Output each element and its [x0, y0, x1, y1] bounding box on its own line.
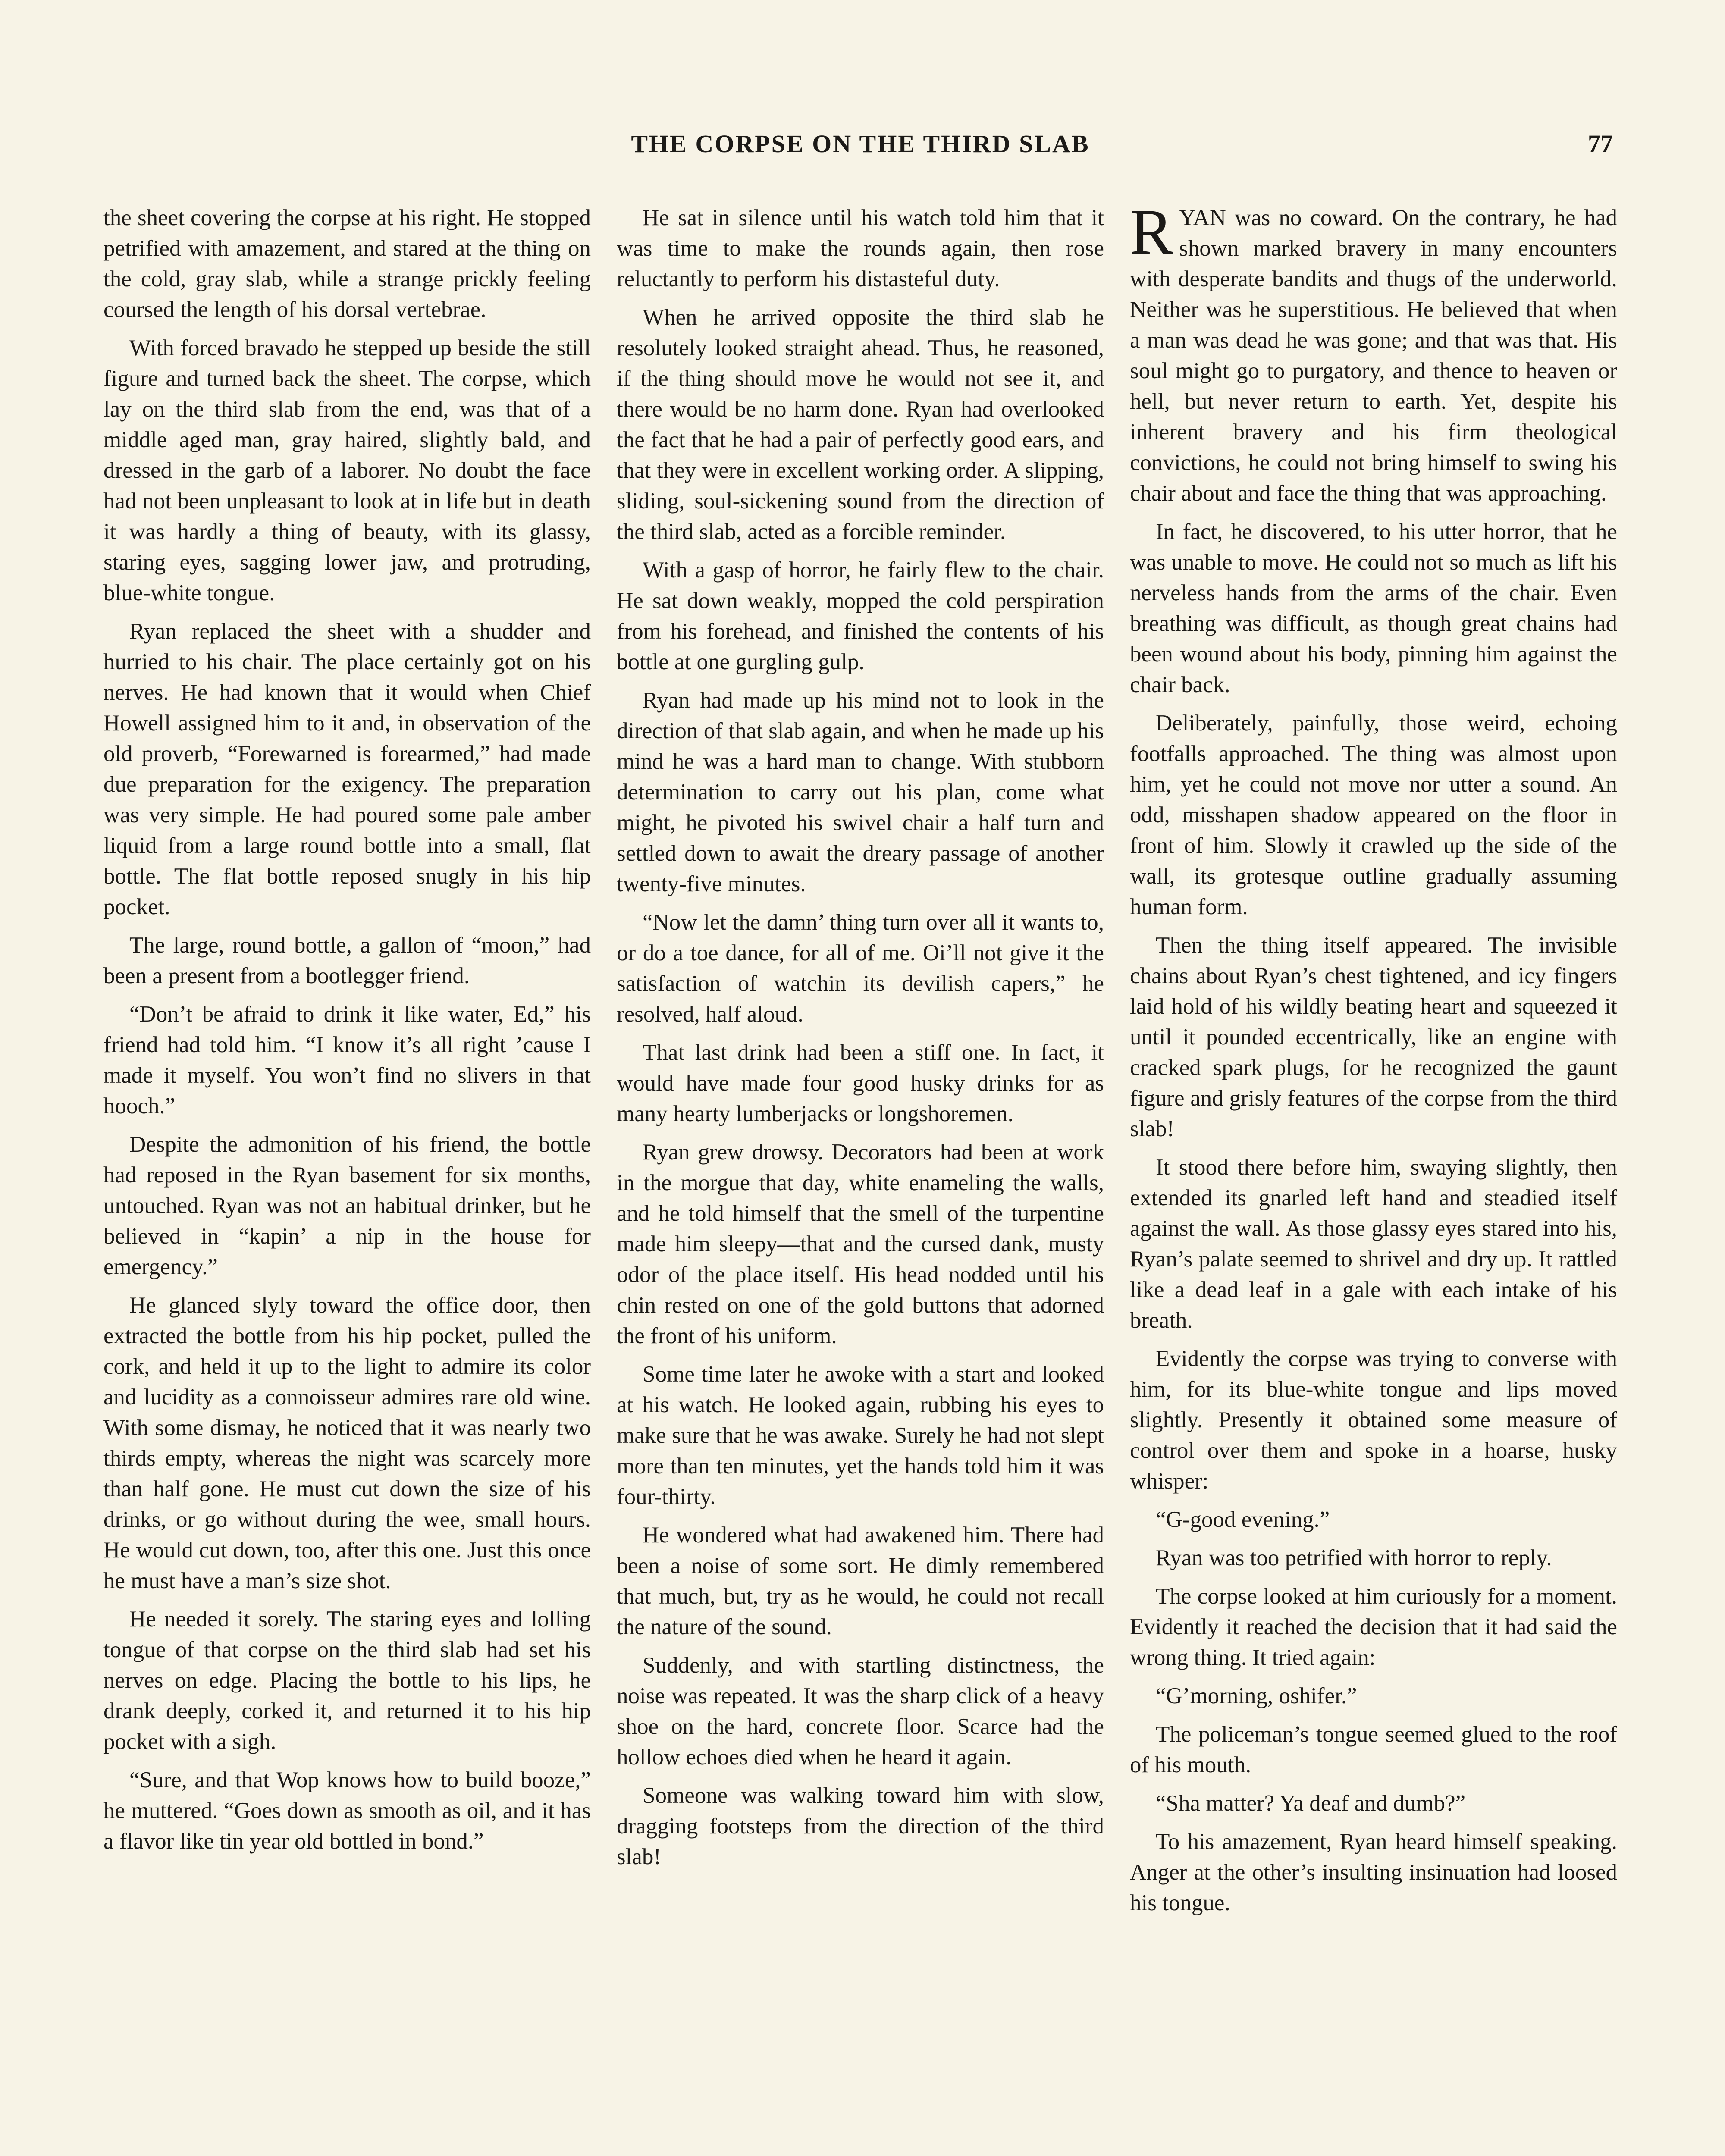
paragraph: He needed it sorely. The staring eyes and lolling tongue of that corpse on the third slab had set his nerves on edge. Placing the bottle to his lips, he drank deeply, corked it, and returned it to his hip pocket with a sigh. [104, 1607, 591, 1754]
running-head: THE CORPSE ON THE THIRD SLAB [631, 130, 1090, 158]
paragraph: When he arrived opposite the third slab he resolutely looked straight ahead. Thus, he reasoned, if the thing should move he would not see it, and there would be no harm done. Ryan had overlooked the fact that he had a pair of perfectly good ears, and that they were in excellent working order. A slipping, sliding, soul-sickening sound from the direction of the third slab, acted as a forcible reminder. [617, 305, 1104, 544]
paragraph: The large, round bottle, a gallon of “moon,” had been a present from a bootlegger friend. [104, 933, 591, 988]
paragraph: “G’morning, oshifer.” [1156, 1683, 1357, 1708]
opening-paragraph-text: YAN was no coward. On the contrary, he had shown marked bravery in many encounters with desperate bandits and thugs of the underworld. Neither was he superstitious. He believed that when a man was dead he was gone; and that was that. His soul might go to purgatory, and thence to heaven or hell, but never return to earth. Yet, despite his inherent bravery and his firm theological convictions, he could not bring himself to swing his chair about and face the thing that was approaching. [1130, 205, 1617, 506]
page-header [104, 129, 1617, 177]
opening-paragraph [1130, 203, 1617, 509]
paragraph: “Don’t be afraid to drink it like water, Ed,” his friend had told him. “I know it’s all right ’cause I made it myself. You won’t find no slivers in that hooch.” [104, 1002, 591, 1119]
paragraph: With a gasp of horror, he fairly flew to the chair. He sat down weakly, mopped the cold perspiration from his forehead, and finished the contents of his bottle at one gurgling gulp. [617, 558, 1104, 674]
text-columns [104, 203, 1617, 2156]
paragraph: Suddenly, and with startling distinctness, the noise was repeated. It was the sharp click of a heavy shoe on the hard, concrete floor. Scarce had the hollow echoes died when he heard it again. [617, 1653, 1104, 1770]
paragraph: Despite the admonition of his friend, the bottle had reposed in the Ryan basement for six months, untouched. Ryan was not an habitual drinker, but he believed in “kapin’ a nip in the house for emergency.” [104, 1132, 591, 1279]
paragraph: the sheet covering the corpse at his right. He stopped petrified with amazement, and stared at the thing on the cold, gray slab, while a strange prickly feeling coursed the length of his dorsal vertebrae. [104, 205, 591, 322]
page-number: 77 [1588, 130, 1613, 158]
column-1 [104, 203, 591, 2156]
paragraph: The policeman’s tongue seemed glued to the roof of his mouth. [1130, 1722, 1617, 1777]
paragraph: Ryan had made up his mind not to look in the direction of that slab again, and when he made up his mind he was a hard man to change. With stubborn determination to carry out his plan, come what might, he pivoted his swivel chair a half turn and settled down to await the dreary passage of another twenty-five minutes. [617, 688, 1104, 896]
column-3 [1130, 203, 1617, 2156]
paragraph: Then the thing itself appeared. The invisible chains about Ryan’s chest tightened, and icy fingers laid hold of his wildly beating heart and squeezed it until it pounded eccentrically, like an engine with cracked spark plugs, for he recognized the gaunt figure and grisly features of the corpse from the third slab! [1130, 933, 1617, 1141]
paragraph: To his amazement, Ryan heard himself speaking. Anger at the other’s insulting insinuation had loosed his tongue. [1130, 1829, 1617, 1915]
paragraph: He glanced slyly toward the office door, then extracted the bottle from his hip pocket, pulled the cork, and held it up to the light to admire its color and lucidity as a connoisseur admires rare old wine. With some dismay, he noticed that it was nearly two thirds empty, whereas the night was scarcely more than half gone. He must cut down the size of his drinks, or go without during the wee, small hours. He would cut down, too, after this one. Just this once he must have a man’s size shot. [104, 1293, 591, 1593]
paragraph: “Sure, and that Wop knows how to build booze,” he muttered. “Goes down as smooth as oil, and it has a flavor like tin year old bottled in bond.” [104, 1767, 591, 1854]
paragraph: He wondered what had awakened him. There had been a noise of some sort. He dimly remembered that much, but, try as he would, he could not recall the nature of the sound. [617, 1523, 1104, 1639]
paragraph: It stood there before him, swaying slightly, then extended its gnarled left hand and steadied itself against the wall. As those glassy eyes stared into his, Ryan’s palate seemed to shrivel and dry up. It rattled like a dead leaf in a gale with each intake of his breath. [1130, 1155, 1617, 1333]
paragraph: Some time later he awoke with a start and looked at his watch. He looked again, rubbing his eyes to make sure that he was awake. Surely he had not slept more than ten minutes, yet the hands told him it was four-thirty. [617, 1362, 1104, 1509]
paragraph: Ryan was too petrified with horror to reply. [1156, 1545, 1552, 1570]
paragraph: Ryan replaced the sheet with a shudder and hurried to his chair. The place certainly got on his nerves. He had known that it would when Chief Howell assigned him to it and, in observation of the old proverb, “Forewarned is forearmed,” had made due preparation for the exigency. The preparation was very simple. He had poured some pale amber liquid from a large round bottle into a small, flat bottle. The flat bottle reposed snugly in his hip pocket. [104, 619, 591, 919]
paragraph: “G-good evening.” [1156, 1507, 1330, 1532]
paragraph: He sat in silence until his watch told him that it was time to make the rounds again, then rose reluctantly to perform his distasteful duty. [617, 205, 1104, 291]
paragraph: In fact, he discovered, to his utter horror, that he was unable to move. He could not so much as lift his nerveless hands from the arms of the chair. Even breathing was difficult, as though great chains had been wound about his body, pinning him against the chair back. [1130, 519, 1617, 697]
column-2 [617, 203, 1104, 2156]
paragraph: With forced bravado he stepped up beside the still figure and turned back the sheet. The corpse, which lay on the third slab from the end, was that of a middle aged man, gray haired, slightly bald, and dressed in the garb of a laborer. No doubt the face had not been unpleasant to look at in life but in death it was hardly a thing of beauty, with its glassy, staring eyes, sagging lower jaw, and protruding, blue-white tongue. [104, 335, 591, 605]
paragraph: Ryan grew drowsy. Decorators had been at work in the morgue that day, white enameling the walls, and he told himself that the smell of the turpentine made him sleepy—that and the cursed dank, musty odor of the place itself. His head nodded until his chin rested on one of the gold buttons that adorned the front of his uniform. [617, 1140, 1104, 1348]
drop-cap: R [1130, 203, 1173, 268]
paragraph: Someone was walking toward him with slow, dragging footsteps from the direction of the third slab! [617, 1783, 1104, 1869]
paragraph: Deliberately, painfully, those weird, echoing footfalls approached. The thing was almost upon him, yet he could not move nor utter a sound. An odd, misshapen shadow appeared on the floor in front of him. Slowly it crawled up the side of the wall, its grotesque outline gradually assuming human form. [1130, 711, 1617, 919]
paragraph: Evidently the corpse was trying to converse with him, for its blue-white tongue and lips moved slightly. Presently it obtained some measure of control over them and spoke in a hoarse, husky whisper: [1130, 1346, 1617, 1494]
paragraph: That last drink had been a stiff one. In fact, it would have made four good husky drinks for as many hearty lumberjacks or longshoremen. [617, 1040, 1104, 1126]
paragraph: “Now let the damn’ thing turn over all it wants to, or do a toe dance, for all of me. Oi’ll not give it the satisfaction of watchin its devilish capers,” he resolved, half aloud. [617, 910, 1104, 1027]
paragraph: “Sha matter? Ya deaf and dumb?” [1156, 1791, 1466, 1816]
paragraph: The corpse looked at him curiously for a moment. Evidently it reached the decision that it had said the wrong thing. It tried again: [1130, 1584, 1617, 1670]
